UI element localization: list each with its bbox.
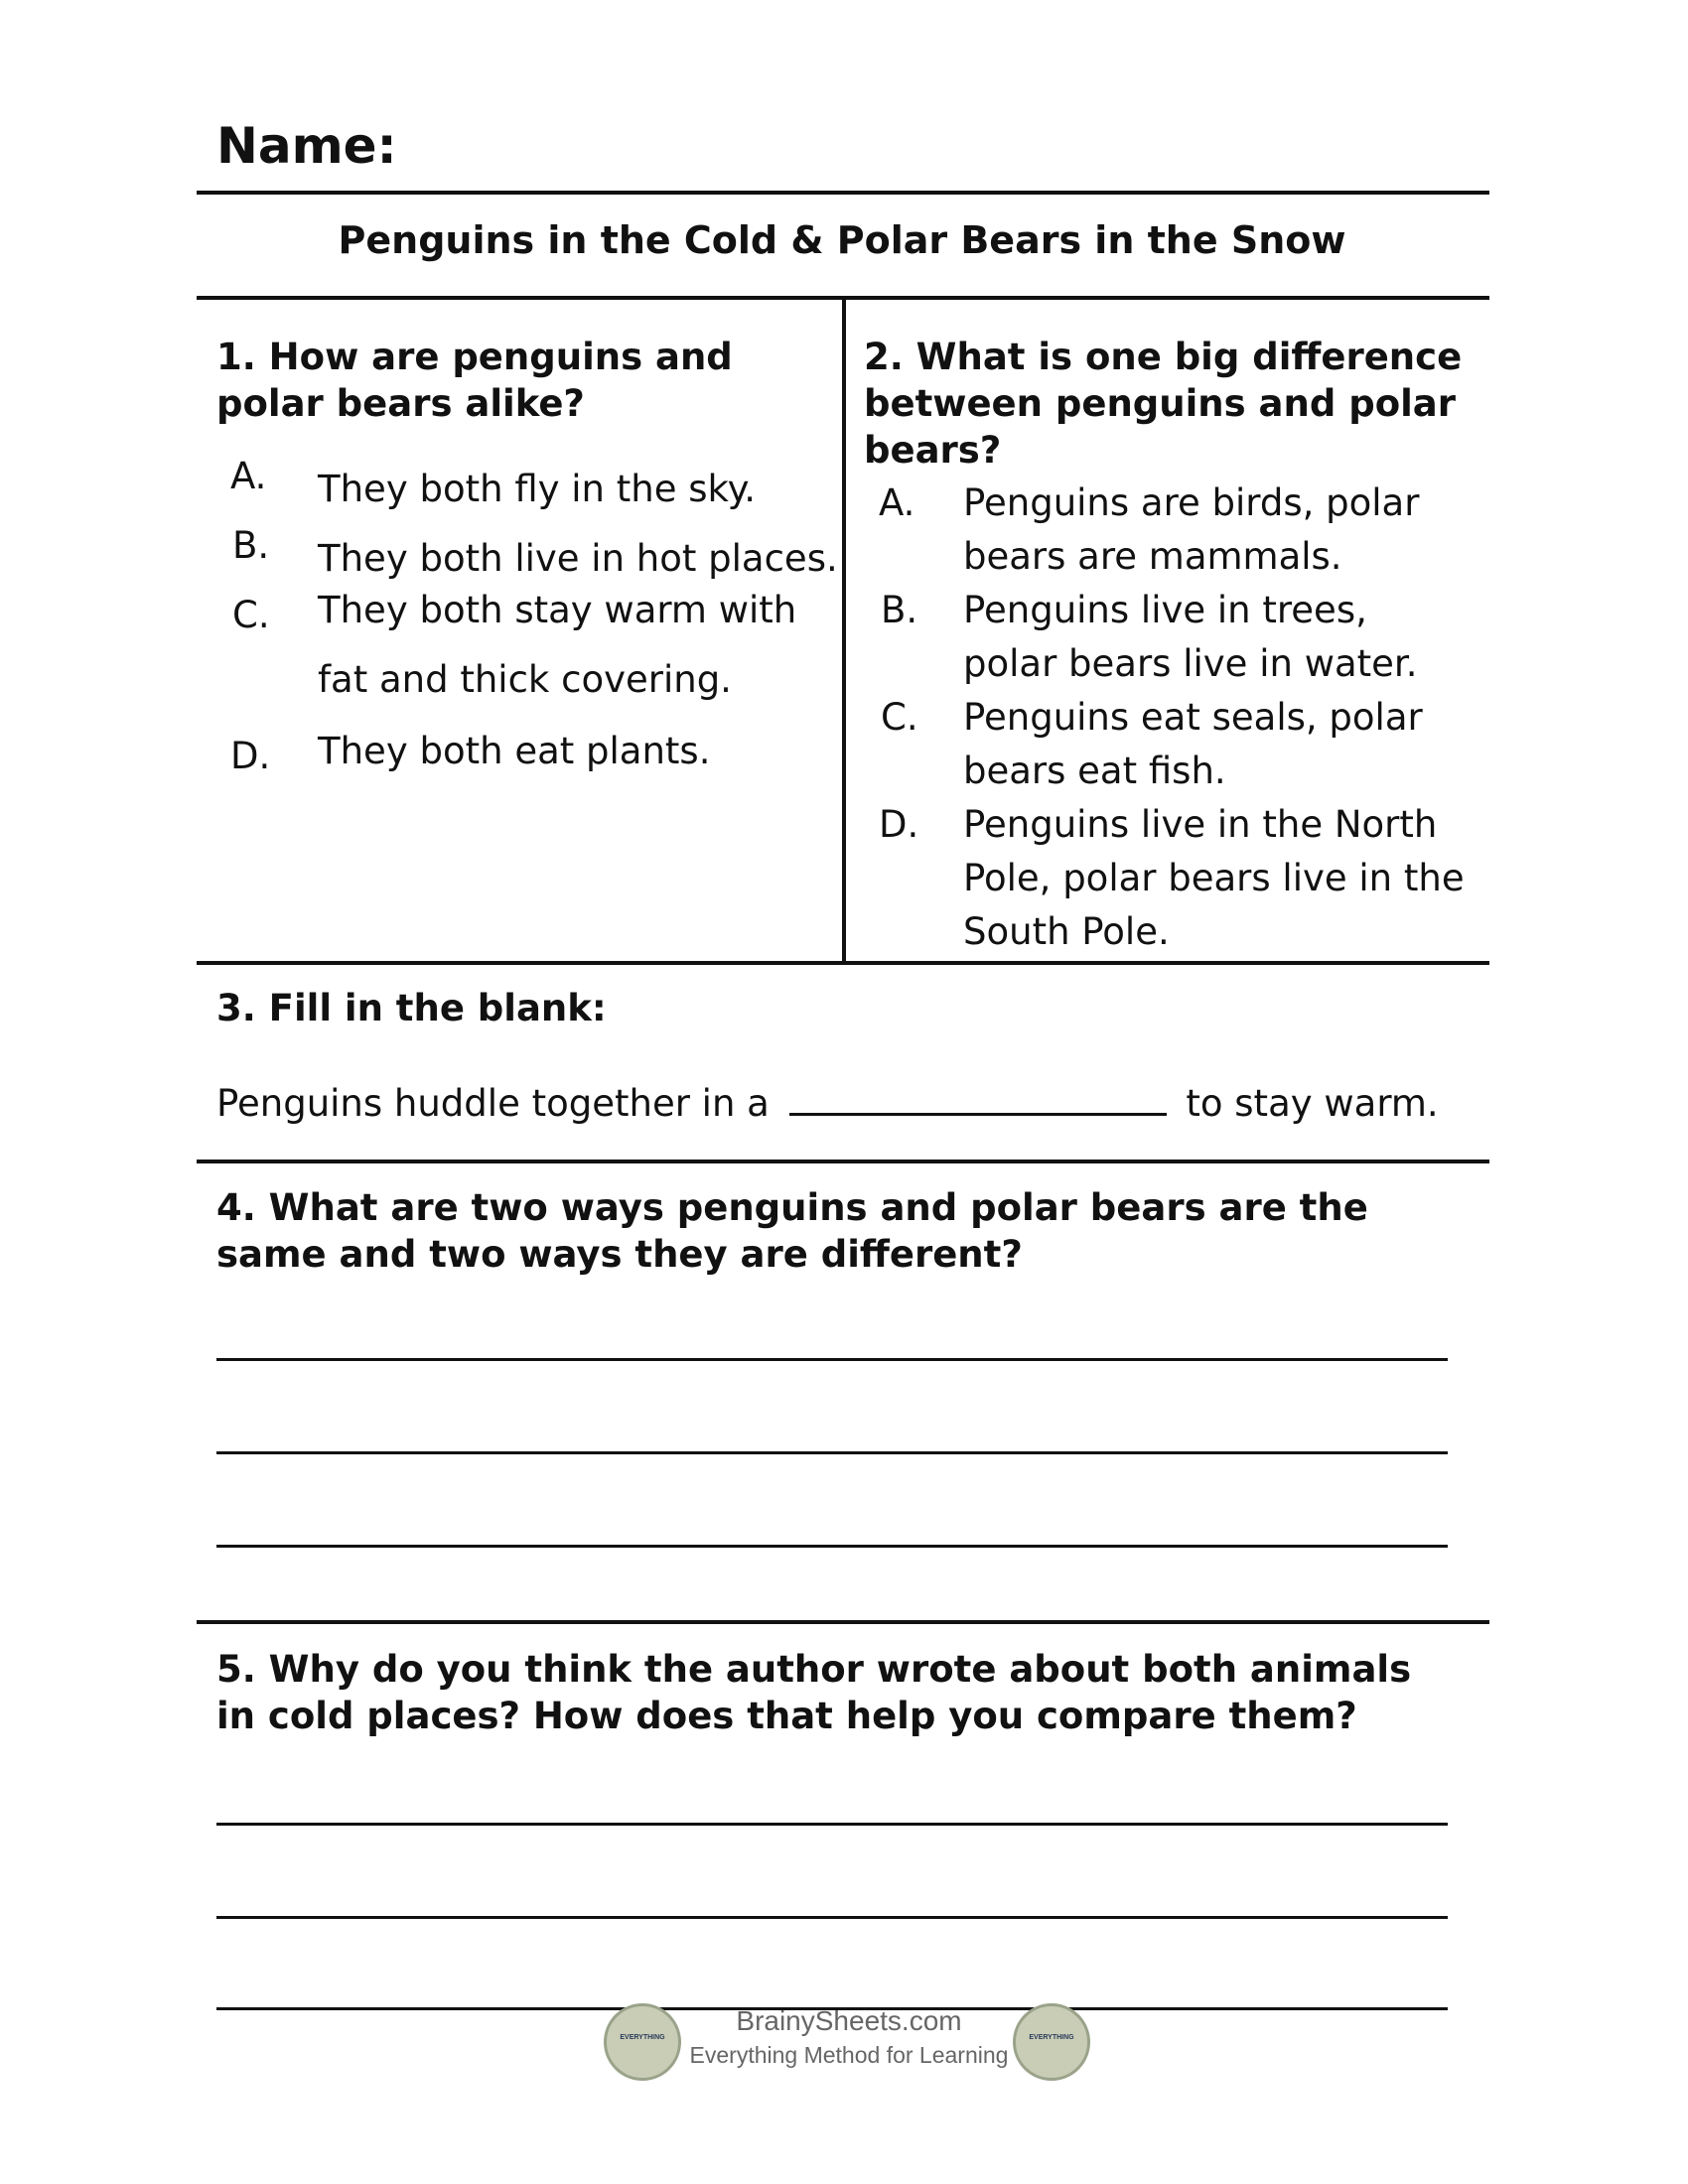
footer-tagline: Everything Method for Learning [689,2042,1009,2068]
divider-top [197,191,1489,195]
q1-option-a-text: They both fly in the sky. [318,468,757,510]
q1-option-c-text: They both stay warm with fat and thick covering. [318,589,797,701]
divider-q3 [197,1160,1489,1163]
divider-q4 [197,1620,1489,1624]
q4-answer-line[interactable] [216,1545,1448,1548]
q1-option-b-letter: B. [232,524,270,567]
q4-answer-line[interactable] [216,1451,1448,1454]
q2-option-b-letter: B. [881,589,918,631]
q5-answer-line[interactable] [216,1916,1448,1919]
q1-option-a-letter: A. [230,455,267,497]
q3-sentence [216,1077,1487,1128]
q2-question: 2. What is one big difference between penguins and polar bears? [864,336,1463,472]
q1-question: 1. How are penguins and polar bears alike? [216,336,733,425]
logo-right-text: EVERYTHING [1029,2034,1074,2041]
name-label: Name: [216,117,397,175]
column-divider [842,296,846,963]
q4-answer-line[interactable] [216,1358,1448,1361]
q1-option-d-text: They both eat plants. [318,730,711,772]
page-title: Penguins in the Cold & Polar Bears in the Snow [338,218,1346,262]
q1-option-d-letter: D. [230,735,271,777]
q3-question: 3. Fill in the blank: [216,987,607,1029]
footer-site: BrainySheets.com [736,2005,962,2036]
q3-sentence-after: to stay warm. [1186,1082,1439,1125]
q2-option-b-text: Penguins live in trees, polar bears live in water. [963,589,1418,685]
logo-right [1013,2003,1090,2081]
q2-option-d-letter: D. [879,803,919,846]
q2-option-c-text: Penguins eat seals, polar bears eat fish. [963,696,1423,792]
q2-option-a-letter: A. [879,481,915,524]
q5-question: 5. Why do you think the author wrote about both animals in cold places? How does that help you compare them? [216,1648,1412,1737]
q2-option-c-letter: C. [881,696,918,739]
q1-option-c-letter: C. [232,594,270,636]
logo-left-text: EVERYTHING [620,2034,665,2041]
q2-option-a-text: Penguins are birds, polar bears are mammals. [963,481,1420,578]
q3-blank-input[interactable] [789,1077,1167,1116]
q1-option-b-text: They both live in hot places. [318,537,838,580]
q3-sentence-before: Penguins huddle together in a [216,1082,770,1125]
q2-option-d-text: Penguins live in the North Pole, polar bears live in the South Pole. [963,803,1465,953]
divider-q12 [197,961,1489,965]
q5-answer-line[interactable] [216,1823,1448,1826]
q4-question: 4. What are two ways penguins and polar bears are the same and two ways they are different? [216,1186,1368,1276]
logo-left [604,2003,681,2081]
